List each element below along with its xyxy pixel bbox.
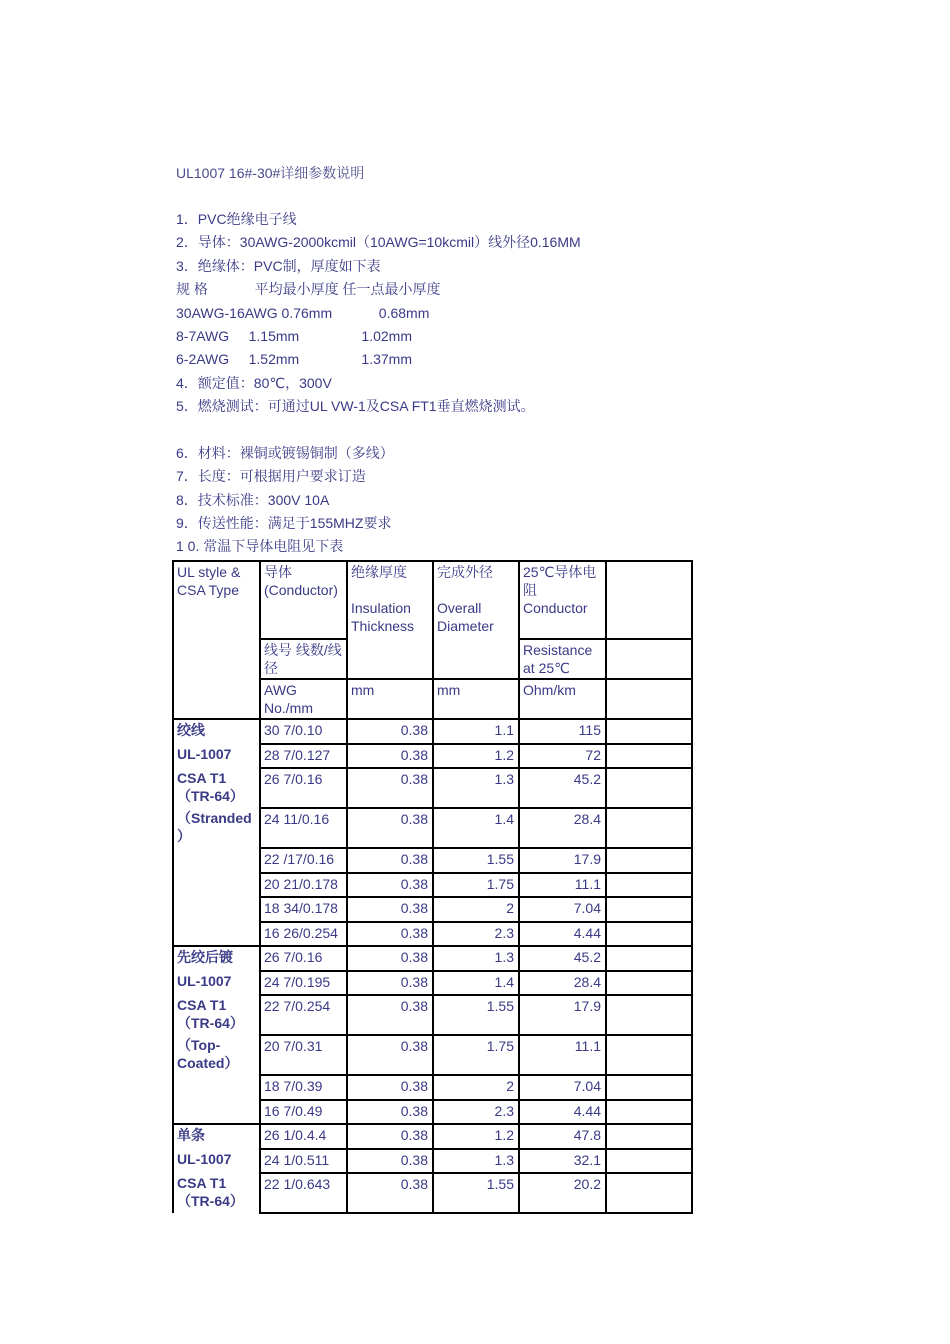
cell-blank (606, 1124, 692, 1149)
table-row (173, 719, 692, 744)
spec-line: 7．长度：可根据用户要求订造 (176, 468, 366, 485)
cell-awg: 20 21/0.178 (260, 873, 347, 898)
group-label: CSA T1 （TR-64） (173, 995, 260, 1035)
header-style-type: UL style & CSA Type (173, 561, 260, 719)
cell-overall-diameter: 2 (433, 897, 519, 922)
group-label: （Top-Coated） (173, 1035, 260, 1075)
cell-resistance: 4.44 (519, 1100, 606, 1125)
cell-awg: 18 7/0.39 (260, 1075, 347, 1100)
cell-overall-diameter: 1.75 (433, 1035, 519, 1075)
cell-blank (606, 1149, 692, 1174)
spec-line: 1．PVC绝缘电子线 (176, 211, 297, 227)
resistance-table (172, 560, 693, 1214)
cell-awg: 24 1/0.511 (260, 1149, 347, 1174)
header-blank (606, 639, 692, 679)
cell-awg: 16 26/0.254 (260, 922, 347, 947)
cell-insulation: 0.38 (347, 897, 433, 922)
cell-blank (606, 808, 692, 848)
cell-blank (606, 1100, 692, 1125)
cell-overall-diameter: 1.55 (433, 995, 519, 1035)
cell-blank (606, 719, 692, 744)
header-resistance-temp: Resistance at 25℃ (519, 639, 606, 679)
cell-awg: 22 1/0.643 (260, 1173, 347, 1213)
cell-resistance: 17.9 (519, 995, 606, 1035)
cell-awg: 24 7/0.195 (260, 971, 347, 996)
header-resistance (519, 561, 606, 639)
cell-awg: 26 7/0.16 (260, 768, 347, 808)
cell-insulation: 0.38 (347, 744, 433, 769)
cell-insulation: 0.38 (347, 1075, 433, 1100)
spacer (176, 419, 581, 442)
cell-resistance: 28.4 (519, 971, 606, 996)
cell-resistance: 20.2 (519, 1173, 606, 1213)
cell-resistance: 7.04 (519, 1075, 606, 1100)
group-label (173, 897, 260, 922)
group-label (173, 873, 260, 898)
spec-line: 3．绝缘体：PVC制，厚度如下表 (176, 257, 381, 274)
cell-blank (606, 744, 692, 769)
cell-resistance: 45.2 (519, 768, 606, 808)
header-insulation-en: Insulation Thickness (351, 600, 415, 634)
group-label: UL-1007 (173, 1149, 260, 1174)
cell-insulation: 0.38 (347, 1035, 433, 1075)
table-row (173, 1100, 692, 1125)
cell-insulation: 0.38 (347, 922, 433, 947)
cell-overall-diameter: 1.75 (433, 873, 519, 898)
header-awg-cn: 线号 线数/线径 (260, 639, 347, 679)
table-row (173, 995, 692, 1035)
cell-insulation: 0.38 (347, 848, 433, 873)
group-label: 绞线 (173, 719, 260, 744)
cell-insulation: 0.38 (347, 995, 433, 1035)
spec-line: 8-7AWG 1.15mm 1.02mm (176, 327, 412, 344)
cell-blank (606, 768, 692, 808)
cell-insulation: 0.38 (347, 719, 433, 744)
header-conductor: 导体 (Conductor) (260, 561, 347, 639)
cell-blank (606, 897, 692, 922)
cell-overall-diameter: 2.3 (433, 1100, 519, 1125)
group-label: 单条 (173, 1124, 260, 1149)
cell-resistance: 7.04 (519, 897, 606, 922)
cell-insulation: 0.38 (347, 1100, 433, 1125)
cell-blank (606, 1035, 692, 1075)
header-insulation-cn: 绝缘厚度 (351, 564, 407, 580)
header-resistance-en: Conductor (523, 600, 588, 616)
cell-resistance: 4.44 (519, 922, 606, 947)
cell-resistance: 28.4 (519, 808, 606, 848)
table-row (173, 971, 692, 996)
cell-blank (606, 971, 692, 996)
cell-awg: 28 7/0.127 (260, 744, 347, 769)
spec-line: 4．额定值：80℃，300V (176, 374, 332, 391)
cell-awg: 26 1/0.4.4 (260, 1124, 347, 1149)
table-row (173, 946, 692, 971)
header-blank (606, 679, 692, 719)
cell-insulation: 0.38 (347, 873, 433, 898)
cell-awg: 24 11/0.16 (260, 808, 347, 848)
table-row (173, 922, 692, 947)
spec-lines (176, 208, 581, 559)
cell-insulation: 0.38 (347, 1124, 433, 1149)
cell-blank (606, 922, 692, 947)
table-row (173, 1075, 692, 1100)
cell-awg: 30 7/0.10 (260, 719, 347, 744)
cell-awg: 22 /17/0.16 (260, 848, 347, 873)
table-row (173, 848, 692, 873)
cell-overall-diameter: 1.3 (433, 768, 519, 808)
header-insulation (347, 561, 433, 679)
header-overall-cn: 完成外径 (437, 564, 493, 580)
group-label: UL-1007 (173, 971, 260, 996)
group-label: 先绞后镀 (173, 946, 260, 971)
cell-resistance: 45.2 (519, 946, 606, 971)
spec-line: 6．材料：裸铜或镀锡铜制（多线） (176, 444, 394, 461)
cell-overall-diameter: 1.1 (433, 719, 519, 744)
cell-overall-diameter: 1.4 (433, 971, 519, 996)
cell-overall-diameter: 1.3 (433, 946, 519, 971)
spec-line: 1 0. 常温下导体电阻见下表 (176, 538, 344, 555)
cell-overall-diameter: 1.2 (433, 744, 519, 769)
spec-line: 9．传送性能：满足于155MHZ要求 (176, 515, 392, 532)
table-row (173, 1173, 692, 1213)
page-title: UL1007 16#-30#详细参数说明 (176, 165, 365, 181)
cell-resistance: 17.9 (519, 848, 606, 873)
cell-resistance: 115 (519, 719, 606, 744)
header-od-unit: mm (433, 679, 519, 719)
cell-overall-diameter: 1.2 (433, 1124, 519, 1149)
table-row (173, 768, 692, 808)
cell-blank (606, 848, 692, 873)
cell-insulation: 0.38 (347, 768, 433, 808)
header-ins-unit: mm (347, 679, 433, 719)
table-row (173, 897, 692, 922)
table-row (173, 1149, 692, 1174)
cell-overall-diameter: 1.55 (433, 1173, 519, 1213)
cell-awg: 18 34/0.178 (260, 897, 347, 922)
cell-overall-diameter: 1.55 (433, 848, 519, 873)
group-label: UL-1007 (173, 744, 260, 769)
cell-insulation: 0.38 (347, 946, 433, 971)
cell-insulation: 0.38 (347, 1173, 433, 1213)
group-label: CSA T1 （TR-64） (173, 1173, 260, 1213)
cell-blank (606, 1173, 692, 1213)
spec-line: 2．导体：30AWG-2000kcmil（10AWG=10kcmil）线外径0.16MM (176, 234, 581, 251)
header-overall-en: Overall Diameter (437, 600, 494, 634)
group-label (173, 848, 260, 873)
group-label: CSA T1 （TR-64） (173, 768, 260, 808)
spec-line: 规 格 平均最小厚度 任一点最小厚度 (176, 281, 441, 298)
group-label (173, 1075, 260, 1100)
cell-insulation: 0.38 (347, 971, 433, 996)
cell-awg: 22 7/0.254 (260, 995, 347, 1035)
cell-insulation: 0.38 (347, 808, 433, 848)
header-resistance-cn: 25℃导体电阻 (523, 564, 597, 598)
group-label (173, 922, 260, 947)
cell-insulation: 0.38 (347, 1149, 433, 1174)
cell-overall-diameter: 2.3 (433, 922, 519, 947)
table-row (173, 808, 692, 848)
table-row (173, 1124, 692, 1149)
cell-blank (606, 946, 692, 971)
cell-awg: 26 7/0.16 (260, 946, 347, 971)
spec-line: 30AWG-16AWG 0.76mm 0.68mm (176, 304, 430, 321)
header-overall (433, 561, 519, 679)
table-row (173, 873, 692, 898)
cell-awg: 20 7/0.31 (260, 1035, 347, 1075)
group-label (173, 1100, 260, 1125)
cell-resistance: 11.1 (519, 873, 606, 898)
cell-overall-diameter: 2 (433, 1075, 519, 1100)
spec-line: 8．技术标准：300V 10A (176, 491, 330, 508)
cell-blank (606, 1075, 692, 1100)
cell-overall-diameter: 1.3 (433, 1149, 519, 1174)
cell-resistance: 11.1 (519, 1035, 606, 1075)
cell-awg: 16 7/0.49 (260, 1100, 347, 1125)
cell-overall-diameter: 1.4 (433, 808, 519, 848)
header-blank (606, 561, 692, 639)
cell-resistance: 72 (519, 744, 606, 769)
header-awg-unit: AWG No./mm (260, 679, 347, 719)
table-row (173, 744, 692, 769)
spec-line: 6-2AWG 1.52mm 1.37mm (176, 351, 412, 368)
group-label: （Stranded ） (173, 808, 260, 848)
cell-blank (606, 873, 692, 898)
cell-resistance: 32.1 (519, 1149, 606, 1174)
table-row (173, 1035, 692, 1075)
cell-resistance: 47.8 (519, 1124, 606, 1149)
header-res-unit: Ohm/km (519, 679, 606, 719)
spec-line: 5．燃烧测试：可通过UL VW-1及CSA FT1垂直燃烧测试。 (176, 398, 535, 415)
cell-blank (606, 995, 692, 1035)
